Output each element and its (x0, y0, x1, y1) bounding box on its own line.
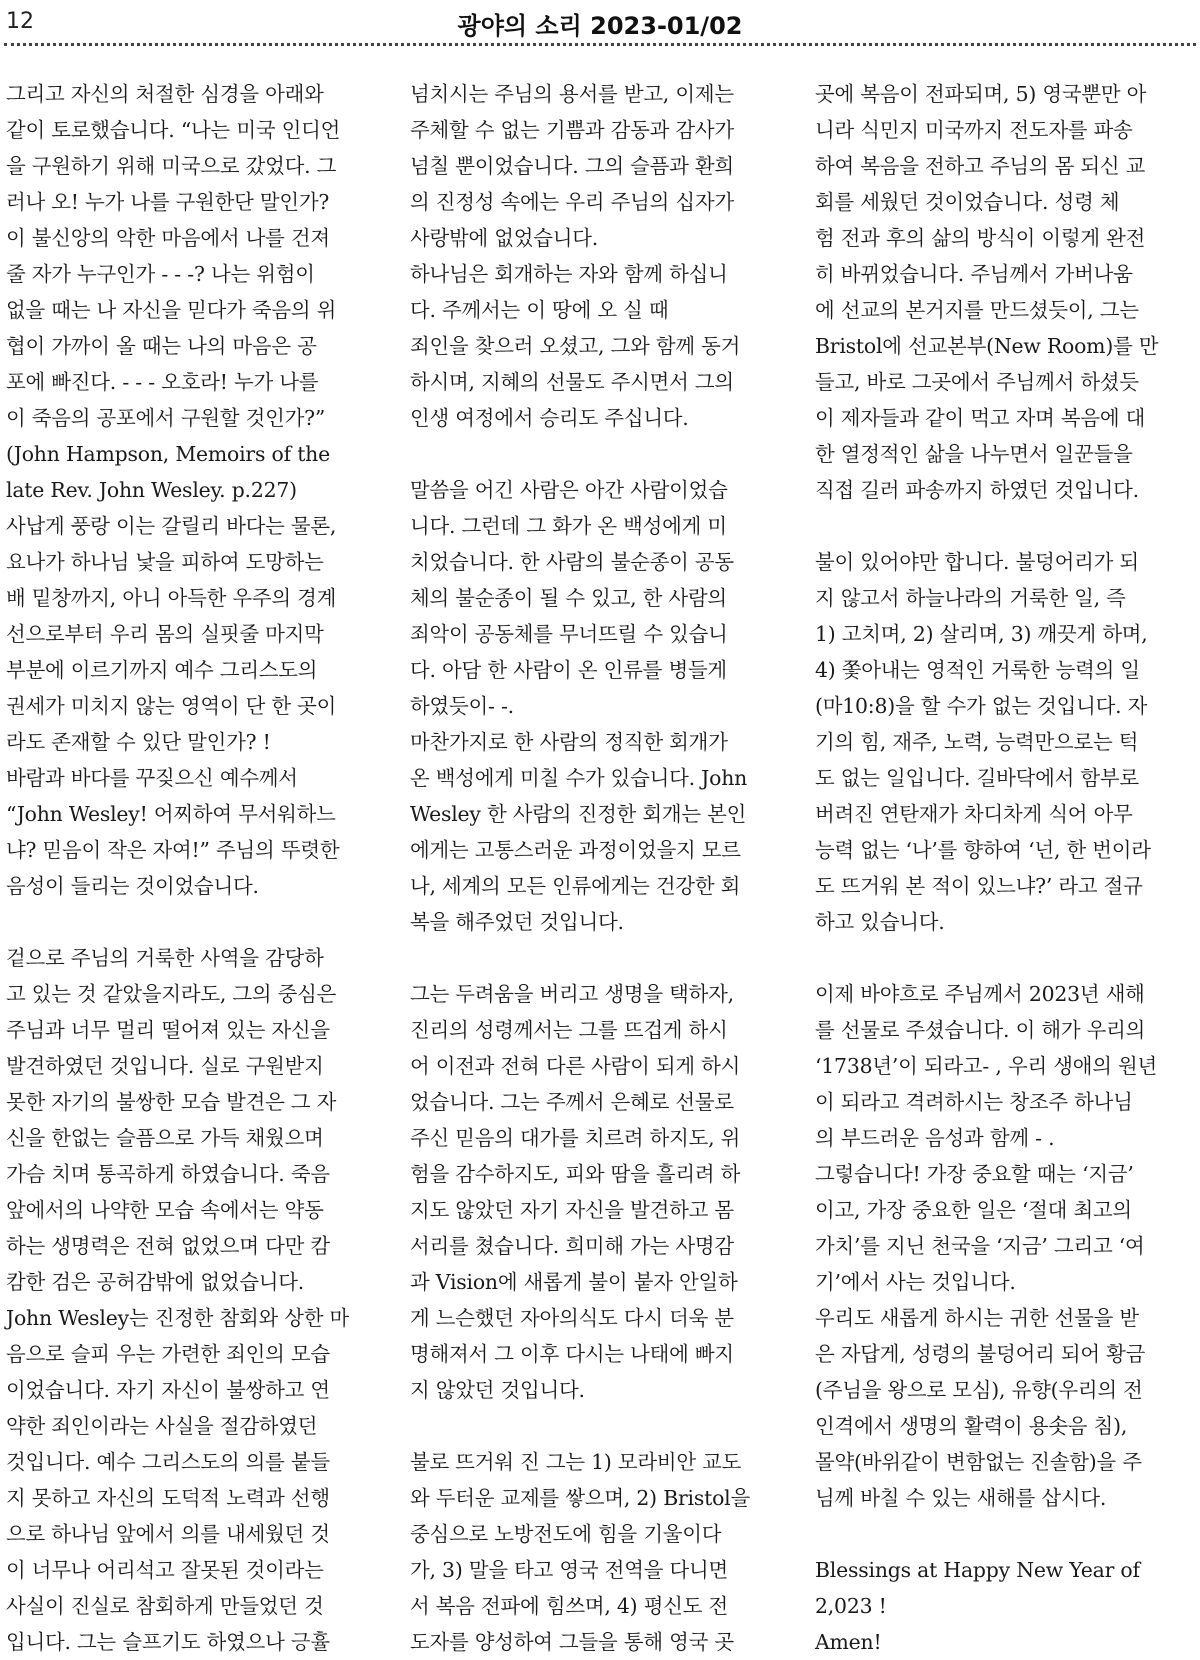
text-line: 님께 바칠 수 있는 새해를 삽시다. (815, 1486, 1107, 1510)
text-line: 다. 아담 한 사람이 온 인류를 병들게 (410, 658, 727, 682)
text-line: 라도 존재할 수 있단 말인가? ! (6, 730, 271, 754)
text-line: 몰약(바위같이 변함없는 진솔함)을 주 (815, 1450, 1142, 1474)
text-line: 치었습니다. 한 사람의 불순종이 공동 (410, 550, 734, 574)
text-line: 기’에서 사는 것입니다. (815, 1270, 1016, 1294)
text-line: 를 선물로 주셨습니다. 이 해가 우리의 (815, 1018, 1146, 1042)
text-line: 에게는 고통스러운 과정이었을지 모르 (410, 838, 741, 862)
paragraph-gap (410, 940, 788, 976)
text-line: 서리를 쳤습니다. 희미해 가는 사명감 (410, 1234, 734, 1258)
text-line: 불로 뜨거워 진 그는 1) 모라비안 교도 (410, 1450, 742, 1474)
text-line: 도 없는 일입니다. 길바닥에서 함부로 (815, 766, 1139, 790)
text-line: 앞에서의 나약한 모습 속에서는 약동 (6, 1198, 324, 1222)
text-line: (John Hampson, Memoirs of the (6, 442, 330, 466)
text-line: 이 되라고 격려하시는 창조주 하나님 (815, 1090, 1133, 1114)
paragraph-gap (6, 904, 390, 940)
text-line: 어 이전과 전혀 다른 사람이 되게 하시 (410, 1054, 741, 1078)
text-line: “John Wesley! 어찌하여 무서워하느 (6, 802, 336, 826)
text-line: 복을 해주었던 것입니다. (410, 910, 624, 934)
text-line: 주신 믿음의 대가를 치르려 하지도, 위 (410, 1126, 741, 1150)
text-line: 입니다. 그는 슬프기도 하였으나 긍휼 (6, 1630, 330, 1654)
text-line: 주체할 수 없는 기쁨과 감동과 감사가 (410, 118, 734, 142)
text-line: 다. 주께서는 이 땅에 오 실 때 (410, 298, 669, 322)
paragraph-gap (815, 508, 1193, 544)
text-line: 이 불신앙의 악한 마음에서 나를 건져 (6, 226, 330, 250)
paragraph-gap (815, 940, 1193, 976)
text-column-3 (815, 76, 1193, 1654)
text-line: 지 않았던 것입니다. (410, 1378, 585, 1402)
text-line: Blessings at Happy New Year of (815, 1558, 1140, 1582)
text-line: 중심으로 노방전도에 힘을 기울이다 (410, 1522, 722, 1546)
text-line: 과 Vision에 새롭게 불이 붙자 안일하 (410, 1270, 738, 1294)
text-line: 이 너무나 어리석고 잘못된 것이라는 (6, 1558, 324, 1582)
text-line: 들고, 바로 그곳에서 주님께서 하셨듯 (815, 370, 1139, 394)
text-line: 었습니다. 그는 주께서 은혜로 선물로 (410, 1090, 734, 1114)
paragraph-gap (410, 436, 788, 472)
text-line: 니라 식민지 미국까지 전도자를 파송 (815, 118, 1133, 142)
paragraph-gap (815, 1516, 1193, 1552)
text-line: 주님과 너무 멀리 떨어져 있는 자신을 (6, 1018, 330, 1042)
text-line: 곳에 복음이 전파되며, 5) 영국뿐만 아 (815, 82, 1147, 106)
text-line: 2,023 ! (815, 1594, 887, 1618)
text-line: 사실이 진실로 참회하게 만들었던 것 (6, 1594, 324, 1618)
page-header (0, 0, 1200, 44)
text-line: (마10:8)을 할 수가 없는 것입니다. 자 (815, 694, 1148, 718)
text-line: 1) 고치며, 2) 살리며, 3) 깨끗게 하며, (815, 622, 1148, 646)
text-line: 신을 한없는 슬픔으로 가득 채웠으며 (6, 1126, 324, 1150)
text-line: 발견하였던 것입니다. 실로 구원받지 (6, 1054, 324, 1078)
text-line: 에 선교의 본거지를 만드셨듯이, 그는 (815, 298, 1139, 322)
article-body (0, 76, 1200, 1654)
text-line: 가치’를 지닌 천국을 ‘지금’ 그리고 ‘여 (815, 1234, 1145, 1258)
text-line: 넘칠 뿐이었습니다. 그의 슬픔과 환희 (410, 154, 734, 178)
text-line: 도자를 양성하여 그들을 통해 영국 곳 (410, 1630, 734, 1654)
text-line: 줄 자가 누구인가 - - -? 나는 위험이 (6, 262, 315, 286)
text-line: 이고, 가장 중요한 일은 ‘절대 최고의 (815, 1198, 1132, 1222)
text-line: 하였듯이- -. (410, 694, 514, 718)
text-line: 이제 바야흐로 주님께서 2023년 새해 (815, 982, 1145, 1006)
text-line: 명해져서 그 이후 다시는 나태에 빠지 (410, 1342, 734, 1366)
text-line: 지 못하고 자신의 도덕적 노력과 선행 (6, 1486, 330, 1510)
text-line: 체의 불순종이 될 수 있고, 한 사람의 (410, 586, 727, 610)
text-line: 직접 길러 파송까지 하였던 것입니다. (815, 478, 1139, 502)
text-line: 험 전과 후의 삶의 방식이 이렇게 완전 (815, 226, 1146, 250)
text-line: 나, 세계의 모든 인류에게는 건강한 회 (410, 874, 741, 898)
text-line: 마찬가지로 한 사람의 정직한 회개가 (410, 730, 728, 754)
text-line: 음성이 들리는 것이었습니다. (6, 874, 259, 898)
text-line: 협이 가까이 올 때는 나의 마음은 공 (6, 334, 317, 358)
text-line: 선으로부터 우리 몸의 실핏줄 마지막 (6, 622, 324, 646)
text-line: 권세가 미치지 않는 영역이 단 한 곳이 (6, 694, 337, 718)
text-line: 으로 하나님 앞에서 의를 내세웠던 것 (6, 1522, 330, 1546)
text-line: 하고 있습니다. (815, 910, 945, 934)
text-line: 냐? 믿음이 작은 자여!” 주님의 뚜렷한 (6, 838, 340, 862)
text-line: (주님을 왕으로 모심), 유향(우리의 전 (815, 1378, 1143, 1402)
text-line: 회를 세웠던 것이었습니다. 성령 체 (815, 190, 1120, 214)
text-line: 같이 토로했습니다. “나는 미국 인디언 (6, 118, 341, 142)
text-line: 하여 복음을 전하고 주님의 몸 되신 교 (815, 154, 1146, 178)
text-line: 의 진정성 속에는 우리 주님의 십자가 (410, 190, 734, 214)
text-line: 러나 오! 누가 나를 구원한단 말인가? (6, 190, 330, 214)
text-line: 그렇습니다! 가장 중요할 때는 ‘지금’ (815, 1162, 1134, 1186)
text-line: 말씀을 어긴 사람은 아간 사람이었습 (410, 478, 728, 502)
text-line: 고 있는 것 같았을지라도, 그의 중심은 (6, 982, 337, 1006)
text-line: 그는 두려움을 버리고 생명을 택하자, (410, 982, 734, 1006)
text-line: 4) 쫓아내는 영적인 거룩한 능력의 일 (815, 658, 1140, 682)
text-line: 험을 감수하지도, 피와 땀을 흘리려 하 (410, 1162, 741, 1186)
page-number: 12 (6, 9, 34, 34)
text-line: 죄인을 찾으러 오셨고, 그와 함께 동거 (410, 334, 741, 358)
text-line: 진리의 성령께서는 그를 뜨겁게 하시 (410, 1018, 728, 1042)
text-line: Amen! (815, 1630, 882, 1654)
text-line: 하나님은 회개하는 자와 함께 하십니 (410, 262, 728, 286)
text-column-1 (6, 76, 390, 1654)
text-line: 요나가 하나님 낯을 피하여 도망하는 (6, 550, 324, 574)
text-line: 이었습니다. 자기 자신이 불쌍하고 연 (6, 1378, 330, 1402)
text-line: 우리도 새롭게 하시는 귀한 선물을 받 (815, 1306, 1139, 1330)
text-line: 은 자답게, 성령의 불덩어리 되어 황금 (815, 1342, 1146, 1366)
text-line: Bristol에 선교본부(New Room)를 만 (815, 334, 1159, 358)
text-line: 넘치시는 주님의 용서를 받고, 이제는 (410, 82, 734, 106)
text-line: 가, 3) 말을 타고 영국 전역을 다니면 (410, 1558, 728, 1582)
text-line: 하시며, 지혜의 선물도 주시면서 그의 (410, 370, 734, 394)
text-line: 한 열정적인 삶을 나누면서 일꾼들을 (815, 442, 1133, 466)
text-line: 포에 빠진다. - - - 오호라! 누가 나를 (6, 370, 319, 394)
text-line: 불이 있어야만 합니다. 불덩어리가 되 (815, 550, 1139, 574)
text-line: 을 구원하기 위해 미국으로 갔었다. 그 (6, 154, 337, 178)
text-line: 이 죽음의 공포에서 구원할 것인가?” (6, 406, 326, 430)
text-line: 버려진 연탄재가 차디차게 식어 아무 (815, 802, 1133, 826)
text-line: 인생 여정에서 승리도 주십니다. (410, 406, 689, 430)
text-line: 인격에서 생명의 활력이 용솟음 침), (815, 1414, 1128, 1438)
newsletter-title: 광야의 소리 2023-01/02 (457, 12, 743, 40)
text-line: 바람과 바다를 꾸짖으신 예수께서 (6, 766, 298, 790)
text-line: 없을 때는 나 자신을 믿다가 죽음의 위 (6, 298, 337, 322)
text-line: 히 바뀌었습니다. 주님께서 가버나움 (815, 262, 1133, 286)
text-line: 능력 없는 ‘나’를 향하여 ‘넌, 한 번이라 (815, 838, 1151, 862)
text-line: 약한 죄인이라는 사실을 절감하였던 (6, 1414, 318, 1438)
text-line: 하는 생명력은 전혀 없었으며 다만 캄 (6, 1234, 330, 1258)
text-line: 지도 않았던 자기 자신을 발견하고 몸 (410, 1198, 734, 1222)
text-line: 지 않고서 하늘나라의 거룩한 일, 즉 (815, 586, 1126, 610)
text-line: John Wesley는 진정한 참회와 상한 마 (6, 1306, 350, 1330)
text-line: 캄한 검은 공허감밖에 없었습니다. (6, 1270, 305, 1294)
text-line: 기의 힘, 재주, 노력, 능력만으로는 턱 (815, 730, 1139, 754)
text-line: Wesley 한 사람의 진정한 회개는 본인 (410, 802, 747, 826)
text-line: 이 제자들과 같이 먹고 자며 복음에 대 (815, 406, 1146, 430)
text-line: 겉으로 주님의 거룩한 사역을 감당하 (6, 946, 324, 970)
text-line: ‘1738년’이 되라고- , 우리 생애의 원년 (815, 1054, 1158, 1078)
text-line: 니다. 그런데 그 화가 온 백성에게 미 (410, 514, 727, 538)
text-line: 죄악이 공동체를 무너뜨릴 수 있습니 (410, 622, 728, 646)
text-line: 그리고 자신의 처절한 심경을 아래와 (6, 82, 324, 106)
text-line: 의 부드러운 음성과 함께 - . (815, 1126, 1055, 1150)
text-line: 못한 자기의 불쌍한 모습 발견은 그 자 (6, 1090, 337, 1114)
text-line: 것입니다. 예수 그리스도의 의를 붙들 (6, 1450, 330, 1474)
text-line: 온 백성에게 미칠 수가 있습니다. John (410, 766, 748, 790)
text-line: 게 느슨했던 자아의식도 다시 더욱 분 (410, 1306, 734, 1330)
text-line: 사랑밖에 없었습니다. (410, 226, 599, 250)
text-line: 와 두터운 교제를 쌓으며, 2) Bristol을 (410, 1486, 750, 1510)
text-column-2 (410, 76, 788, 1654)
text-line: 음으로 슬피 우는 가련한 죄인의 모습 (6, 1342, 330, 1366)
text-line: 서 복음 전파에 힘쓰며, 4) 평신도 전 (410, 1594, 728, 1618)
text-line: 가슴 치며 통곡하게 하였습니다. 죽음 (6, 1162, 330, 1186)
text-line: 부분에 이르기까지 예수 그리스도의 (6, 658, 318, 682)
text-line: late Rev. John Wesley. p.227) (6, 478, 297, 502)
text-line: 도 뜨거워 본 적이 있느냐?’ 라고 절규 (815, 874, 1143, 898)
paragraph-gap (410, 1408, 788, 1444)
text-line: 사납게 풍랑 이는 갈릴리 바다는 물론, (6, 514, 337, 538)
dotted-divider (4, 43, 1196, 46)
text-line: 배 밑창까지, 아니 아득한 우주의 경계 (6, 586, 337, 610)
